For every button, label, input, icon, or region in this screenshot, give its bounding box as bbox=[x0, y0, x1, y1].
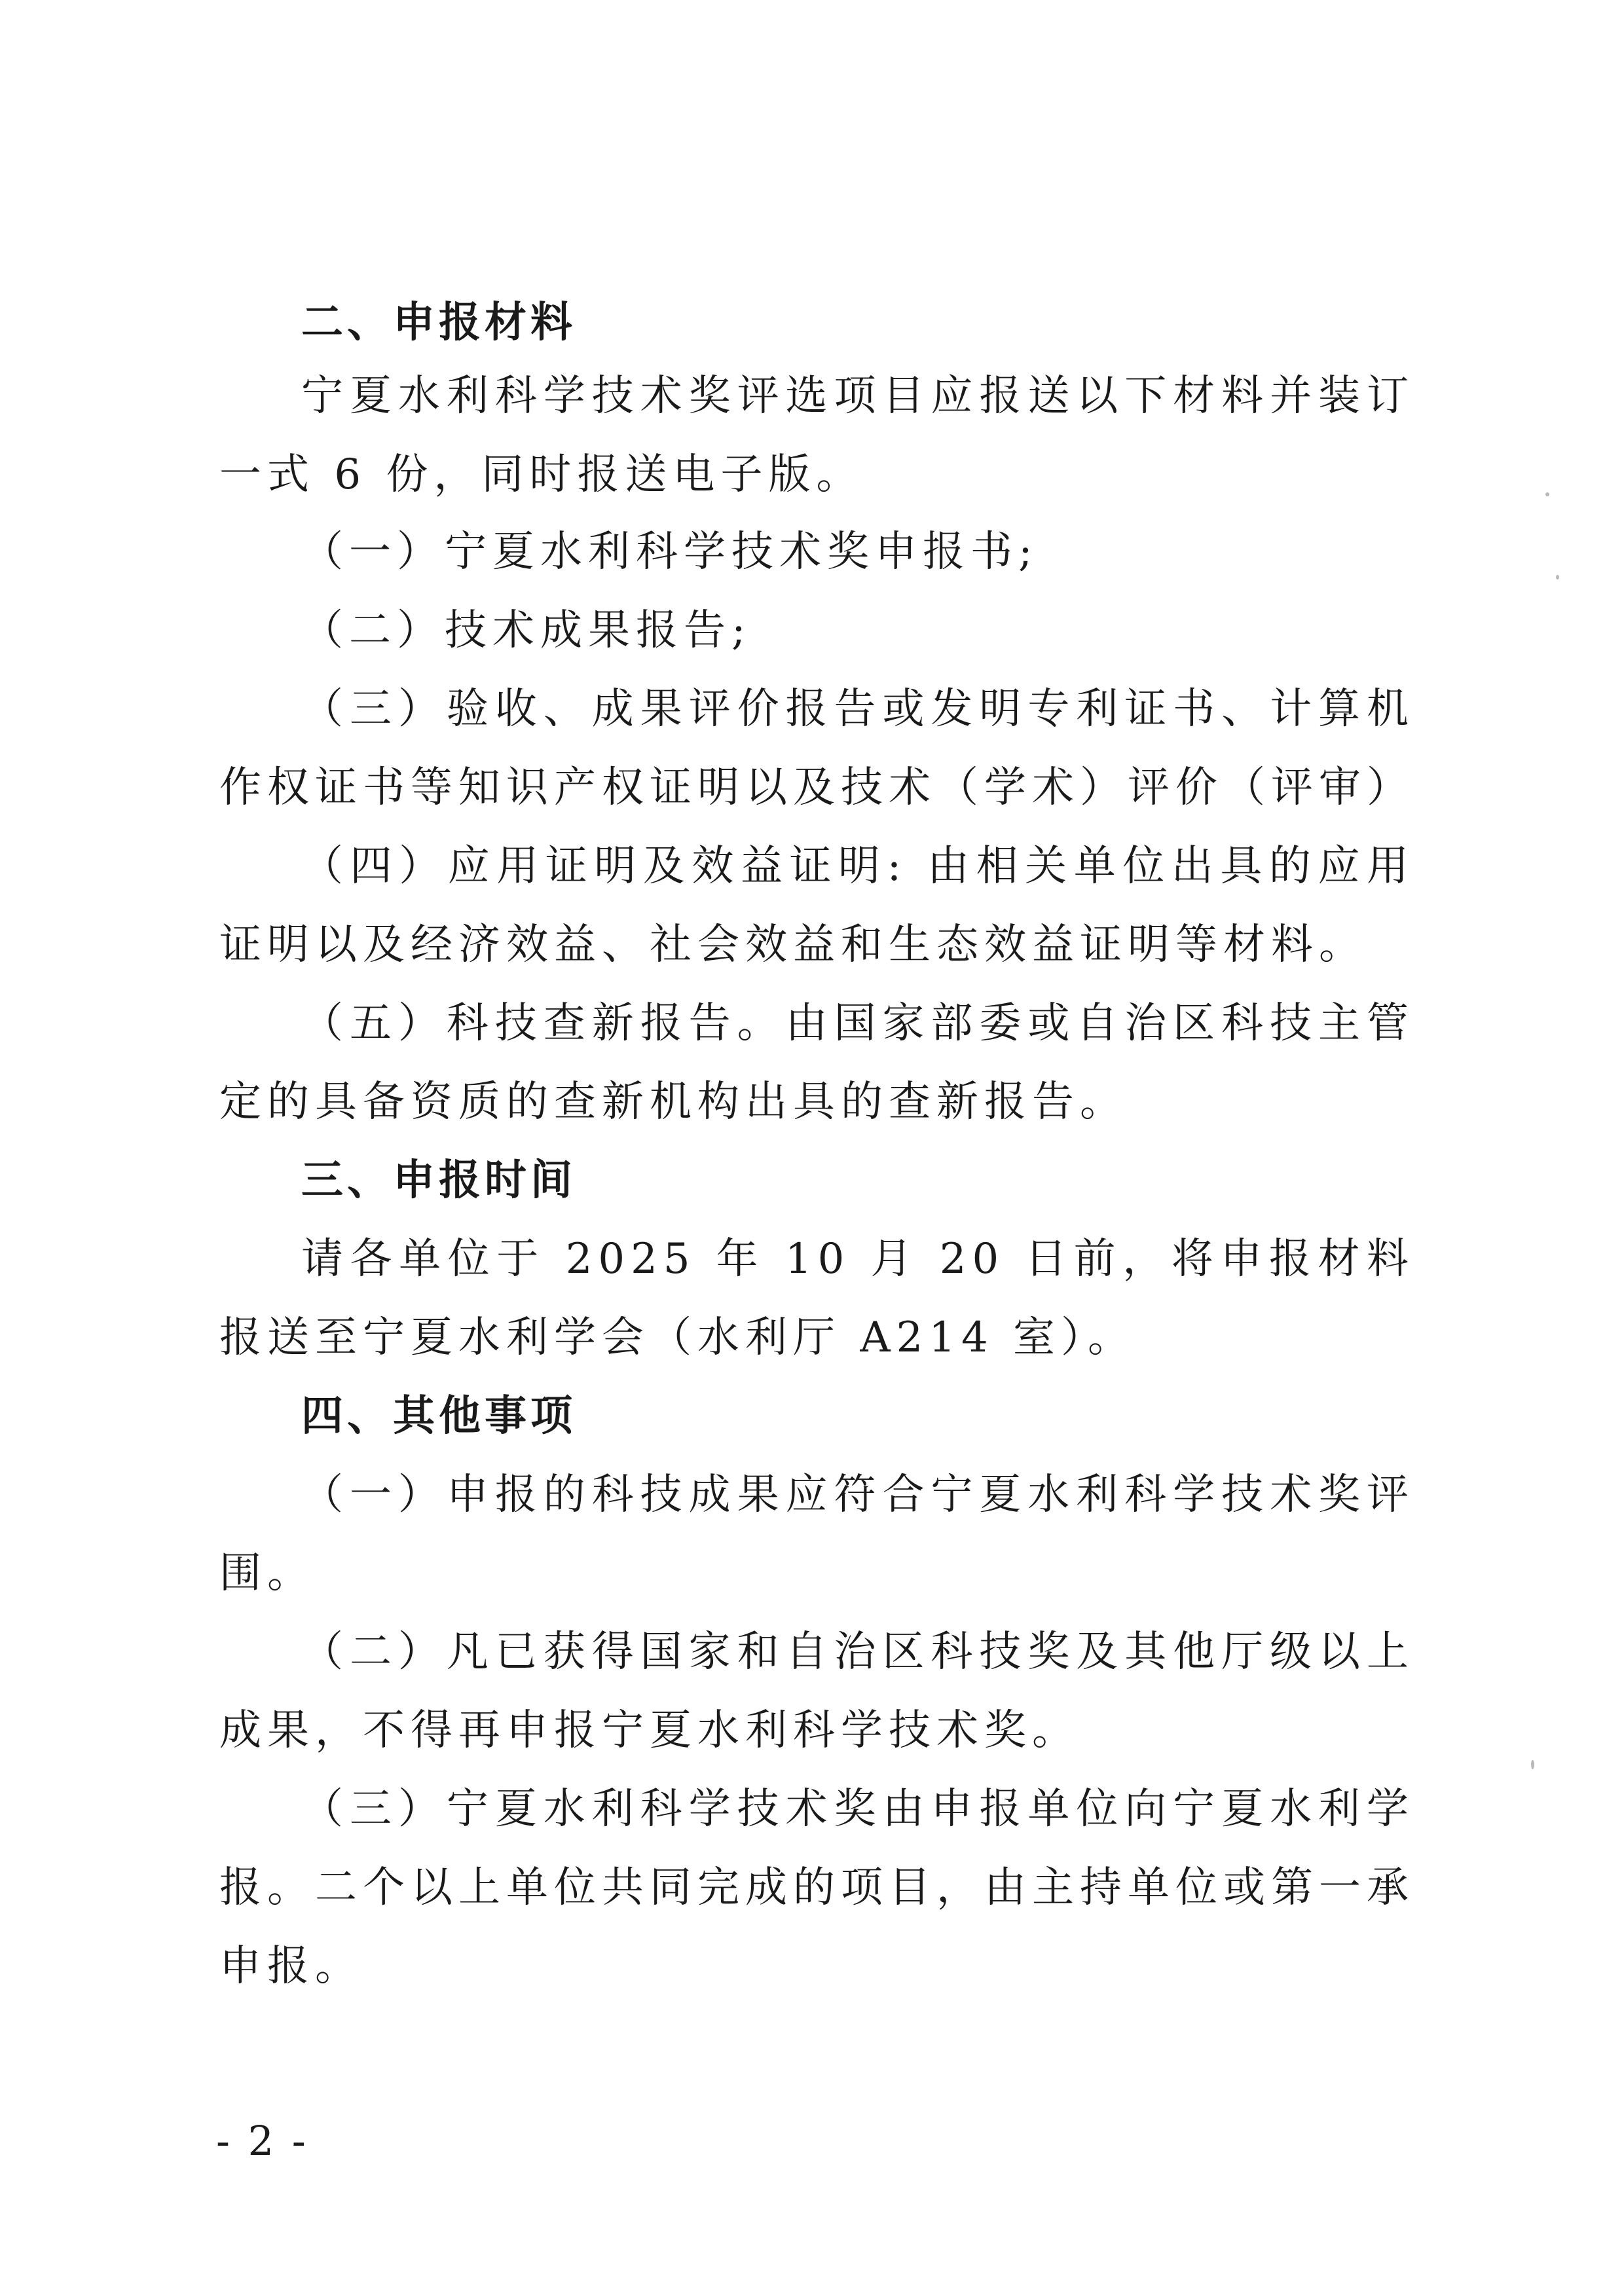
paragraph-line: 宁夏水利科学技术奖评选项目应报送以下材料并装订 bbox=[301, 372, 1414, 420]
deadline-paragraph-line: 请各单位于 2025 年 10 月 20 日前，将申报材料 bbox=[301, 1235, 1414, 1283]
paragraph-line: 成果，不得再申报宁夏水利科学技术奖。 bbox=[219, 1706, 1080, 1755]
scan-speck bbox=[1545, 492, 1549, 496]
paragraph-line: 证明以及经济效益、社会效益和生态效益证明等材料。 bbox=[219, 921, 1367, 969]
list-item-scope: （一）申报的科技成果应符合宁夏水利科学技术奖评 bbox=[301, 1471, 1414, 1519]
section-heading-deadline: 三、申报时间 bbox=[301, 1156, 576, 1205]
paragraph-line: 作权证书等知识产权证明以及技术（学术）评价（评审） bbox=[219, 763, 1414, 812]
section-heading-other-matters: 四、其他事项 bbox=[301, 1392, 576, 1441]
section-heading-materials: 二、申报材料 bbox=[301, 299, 576, 347]
page-number: - 2 - bbox=[216, 2117, 308, 2165]
list-item-ip-certificates: （三）验收、成果评价报告或发明专利证书、计算机 bbox=[301, 685, 1414, 733]
list-item-no-repeat-award: （二）凡已获得国家和自治区科技奖及其他厅级以上 bbox=[301, 1628, 1414, 1676]
paragraph-line: 申报。 bbox=[219, 1942, 363, 1991]
scan-speck bbox=[1531, 1760, 1534, 1769]
paragraph-line: 报。二个以上单位共同完成的项目，由主持单位或第一承 bbox=[219, 1864, 1414, 1912]
list-item-application-proof: （四）应用证明及效益证明: 由相关单位出具的应用 bbox=[301, 842, 1414, 890]
list-item-novelty-search: （五）科技查新报告。由国家部委或自治区科技主管 bbox=[301, 999, 1414, 1048]
deadline-paragraph-line: 报送至宁夏水利学会（水利厅 A214 室）。 bbox=[219, 1313, 1136, 1362]
scan-speck bbox=[1556, 575, 1559, 579]
paragraph-line: 围。 bbox=[219, 1549, 315, 1598]
list-item-technical-report: （二）技术成果报告; bbox=[301, 606, 752, 655]
list-item-submitting-unit: （三）宁夏水利科学技术奖由申报单位向宁夏水利学 bbox=[301, 1785, 1414, 1833]
paragraph-line: 一式 6 份，同时报送电子版。 bbox=[219, 450, 864, 499]
list-item-application-form: （一）宁夏水利科学技术奖申报书; bbox=[301, 528, 1039, 576]
paragraph-line: 定的具备资质的查新机构出具的查新报告。 bbox=[219, 1078, 1128, 1126]
